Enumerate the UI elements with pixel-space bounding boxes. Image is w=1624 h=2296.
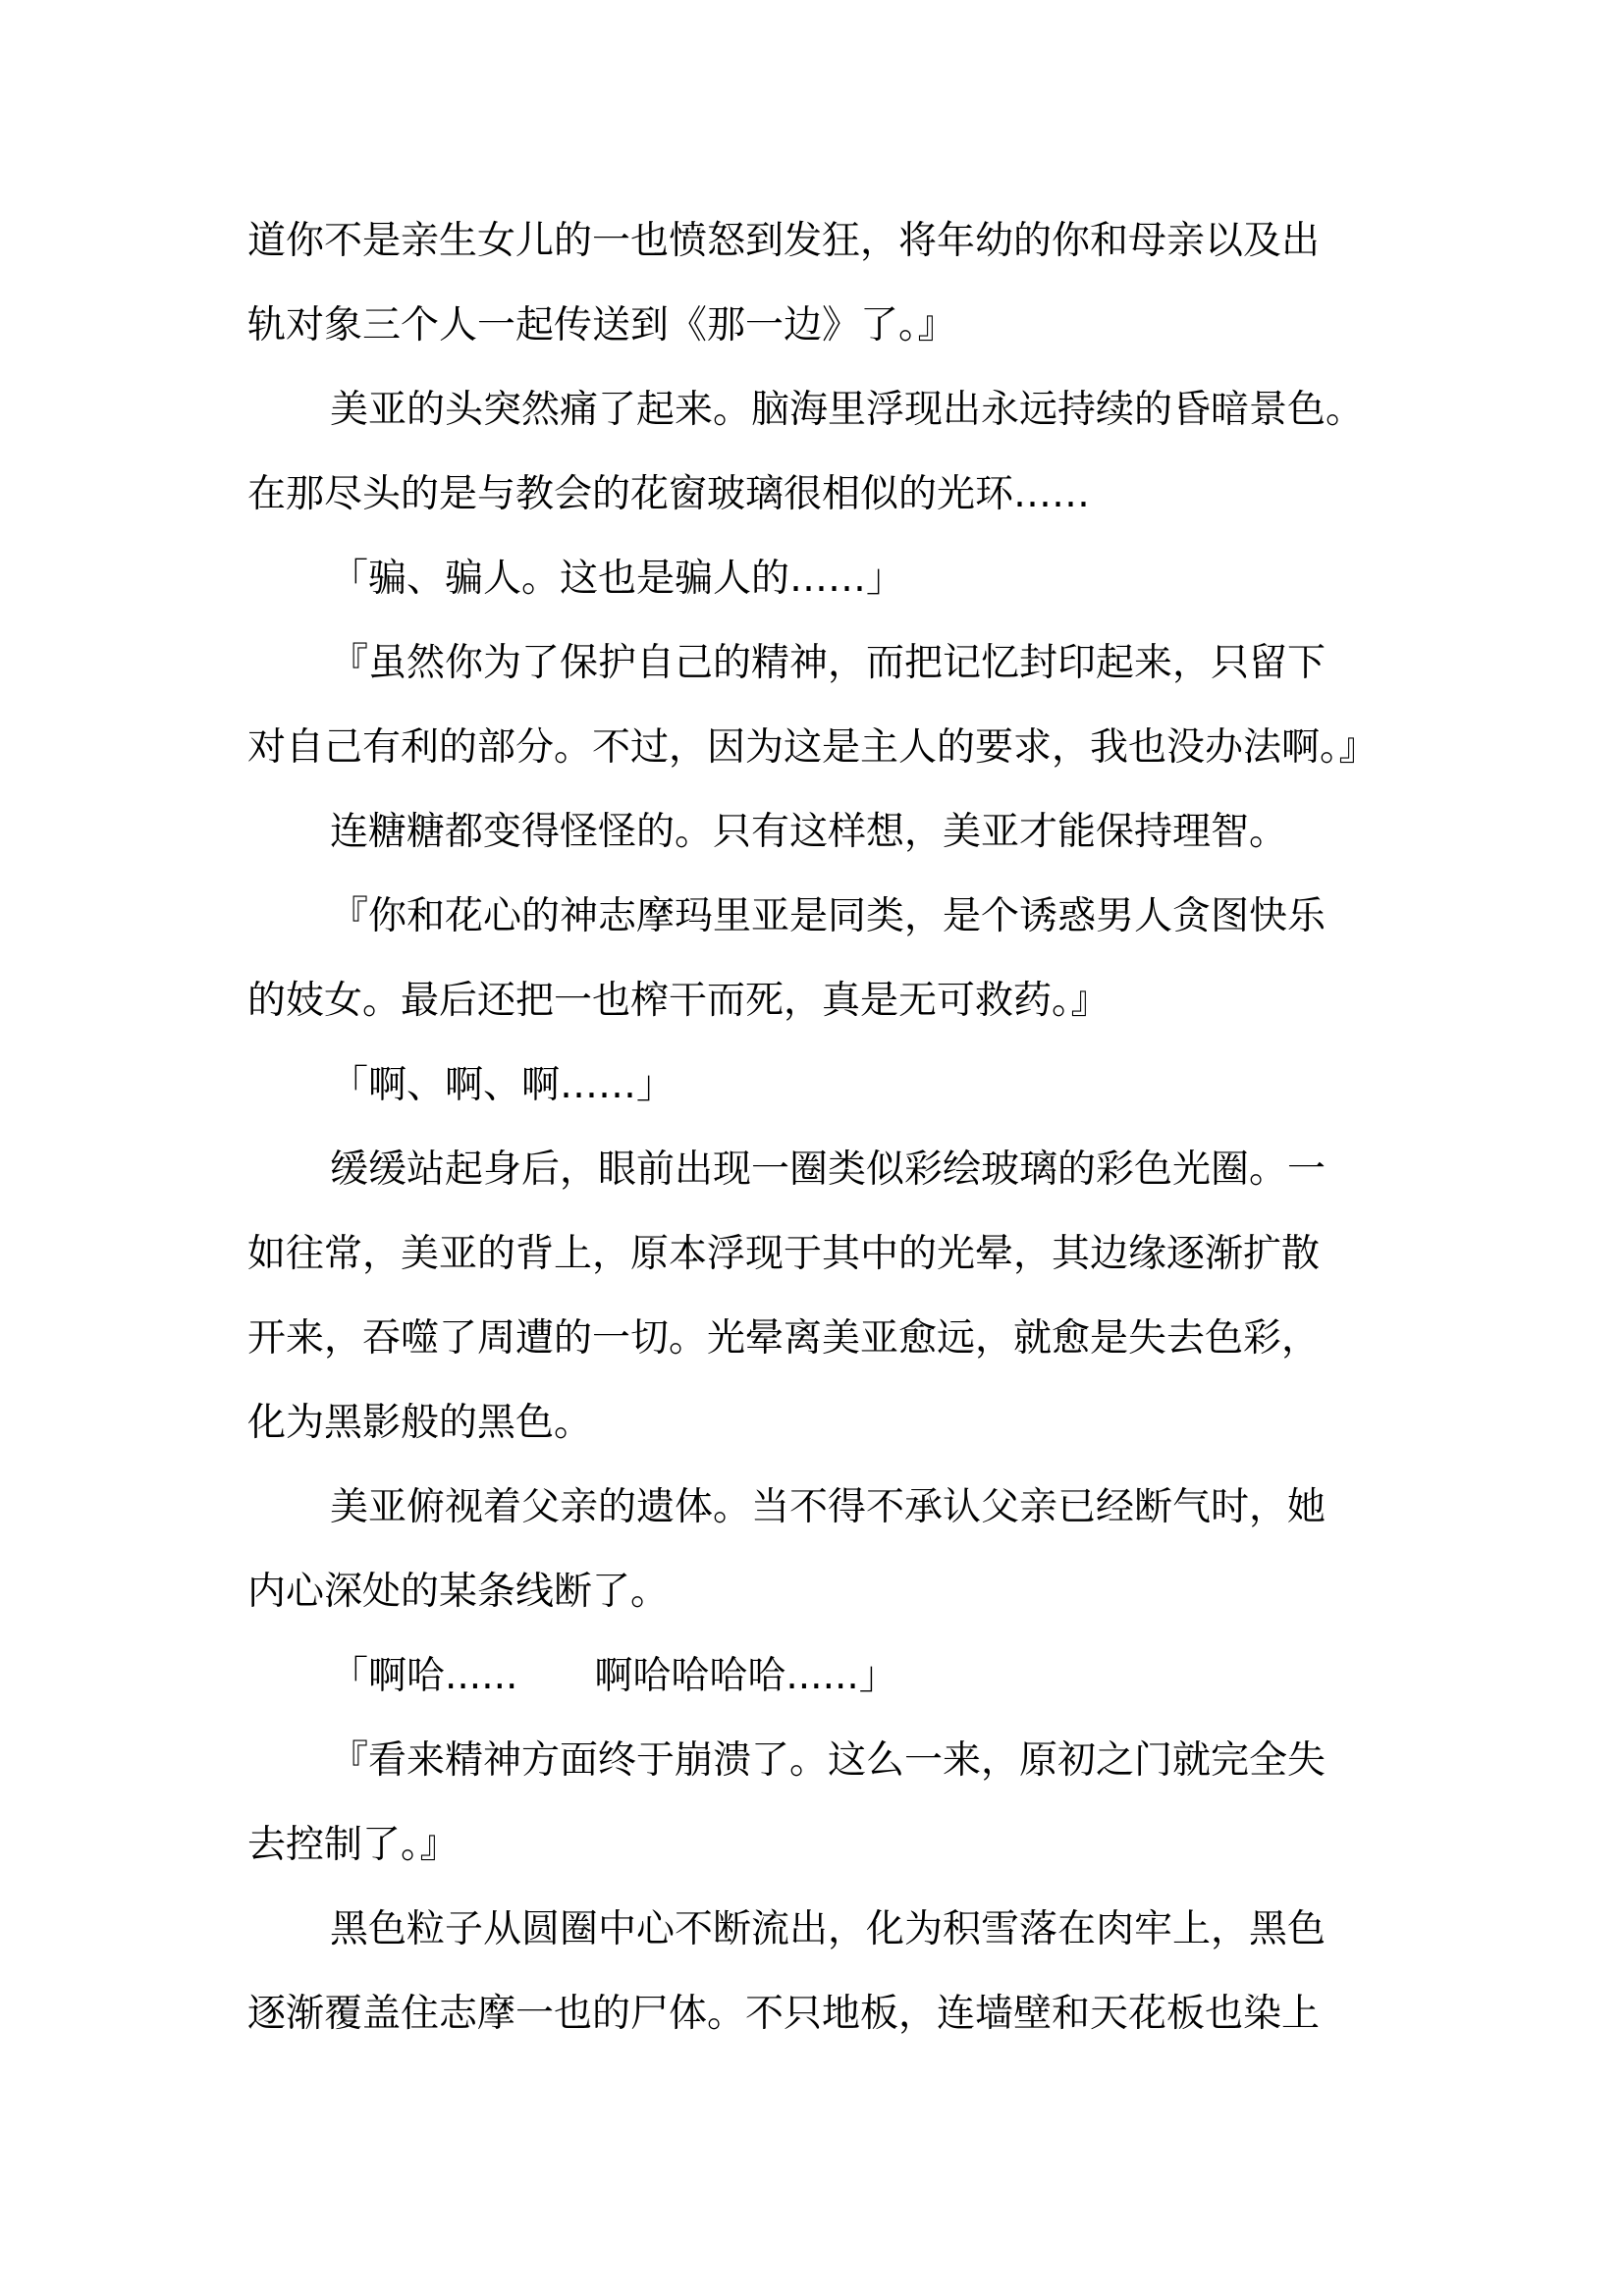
text-line: 对自己有利的部分。不过，因为这是主人的要求，我也没办法啊。』 — [247, 725, 1378, 770]
text-line: 美亚的头突然痛了起来。脑海里浮现出永远持续的昏暗景色。 — [330, 388, 1365, 432]
text-line: 『看来精神方面终于崩溃了。这么一来，原初之门就完全失 — [330, 1738, 1326, 1783]
text-line: 内心深处的某条线断了。 — [247, 1570, 670, 1614]
text-column — [247, 199, 1386, 2056]
text-line: 在那尽头的是与教会的花窗玻璃很相似的光环…… — [247, 472, 1091, 516]
text-line: 黑色粒子从圆圈中心不断流出，化为积雪落在肉牢上，黑色 — [330, 1907, 1326, 1951]
text-line: 美亚俯视着父亲的遗体。当不得不承认父亲已经断气时，她 — [330, 1485, 1326, 1529]
text-line: 去控制了。』 — [247, 1823, 459, 1867]
text-line: 开来，吞噬了周遭的一切。光晕离美亚愈远，就愈是失去色彩， — [247, 1316, 1321, 1361]
text-line: 『你和花心的神志摩玛里亚是同类，是个诱惑男人贪图快乐 — [330, 894, 1326, 938]
text-line: 化为黑影般的黑色。 — [247, 1401, 593, 1445]
text-line: 连糖糖都变得怪怪的。只有这样想，美亚才能保持理智。 — [330, 810, 1288, 854]
text-line: 如往常，美亚的背上，原本浮现于其中的光晕，其边缘逐渐扩散 — [247, 1232, 1321, 1276]
text-line: 缓缓站起身后，眼前出现一圈类似彩绘玻璃的彩色光圈。一 — [330, 1148, 1326, 1192]
text-line: 『虽然你为了保护自己的精神，而把记忆封印起来，只留下 — [330, 641, 1326, 685]
text-line: 「骗、骗人。这也是骗人的……」 — [330, 557, 905, 601]
text-line: 「啊、啊、啊……」 — [330, 1063, 676, 1107]
text-line: 逐渐覆盖住志摩一也的尸体。不只地板，连墙壁和天花板也染上 — [247, 1992, 1321, 2036]
text-line: 轨对象三个人一起传送到《那一边》了。』 — [247, 303, 956, 347]
text-line: 道你不是亲生女儿的一也愤怒到发狂，将年幼的你和母亲以及出 — [247, 219, 1321, 263]
text-line: 的妓女。最后还把一也榨干而死，真是无可救药。』 — [247, 979, 1110, 1023]
text-line: 「啊哈...... 啊哈哈哈哈......」 — [330, 1654, 897, 1698]
